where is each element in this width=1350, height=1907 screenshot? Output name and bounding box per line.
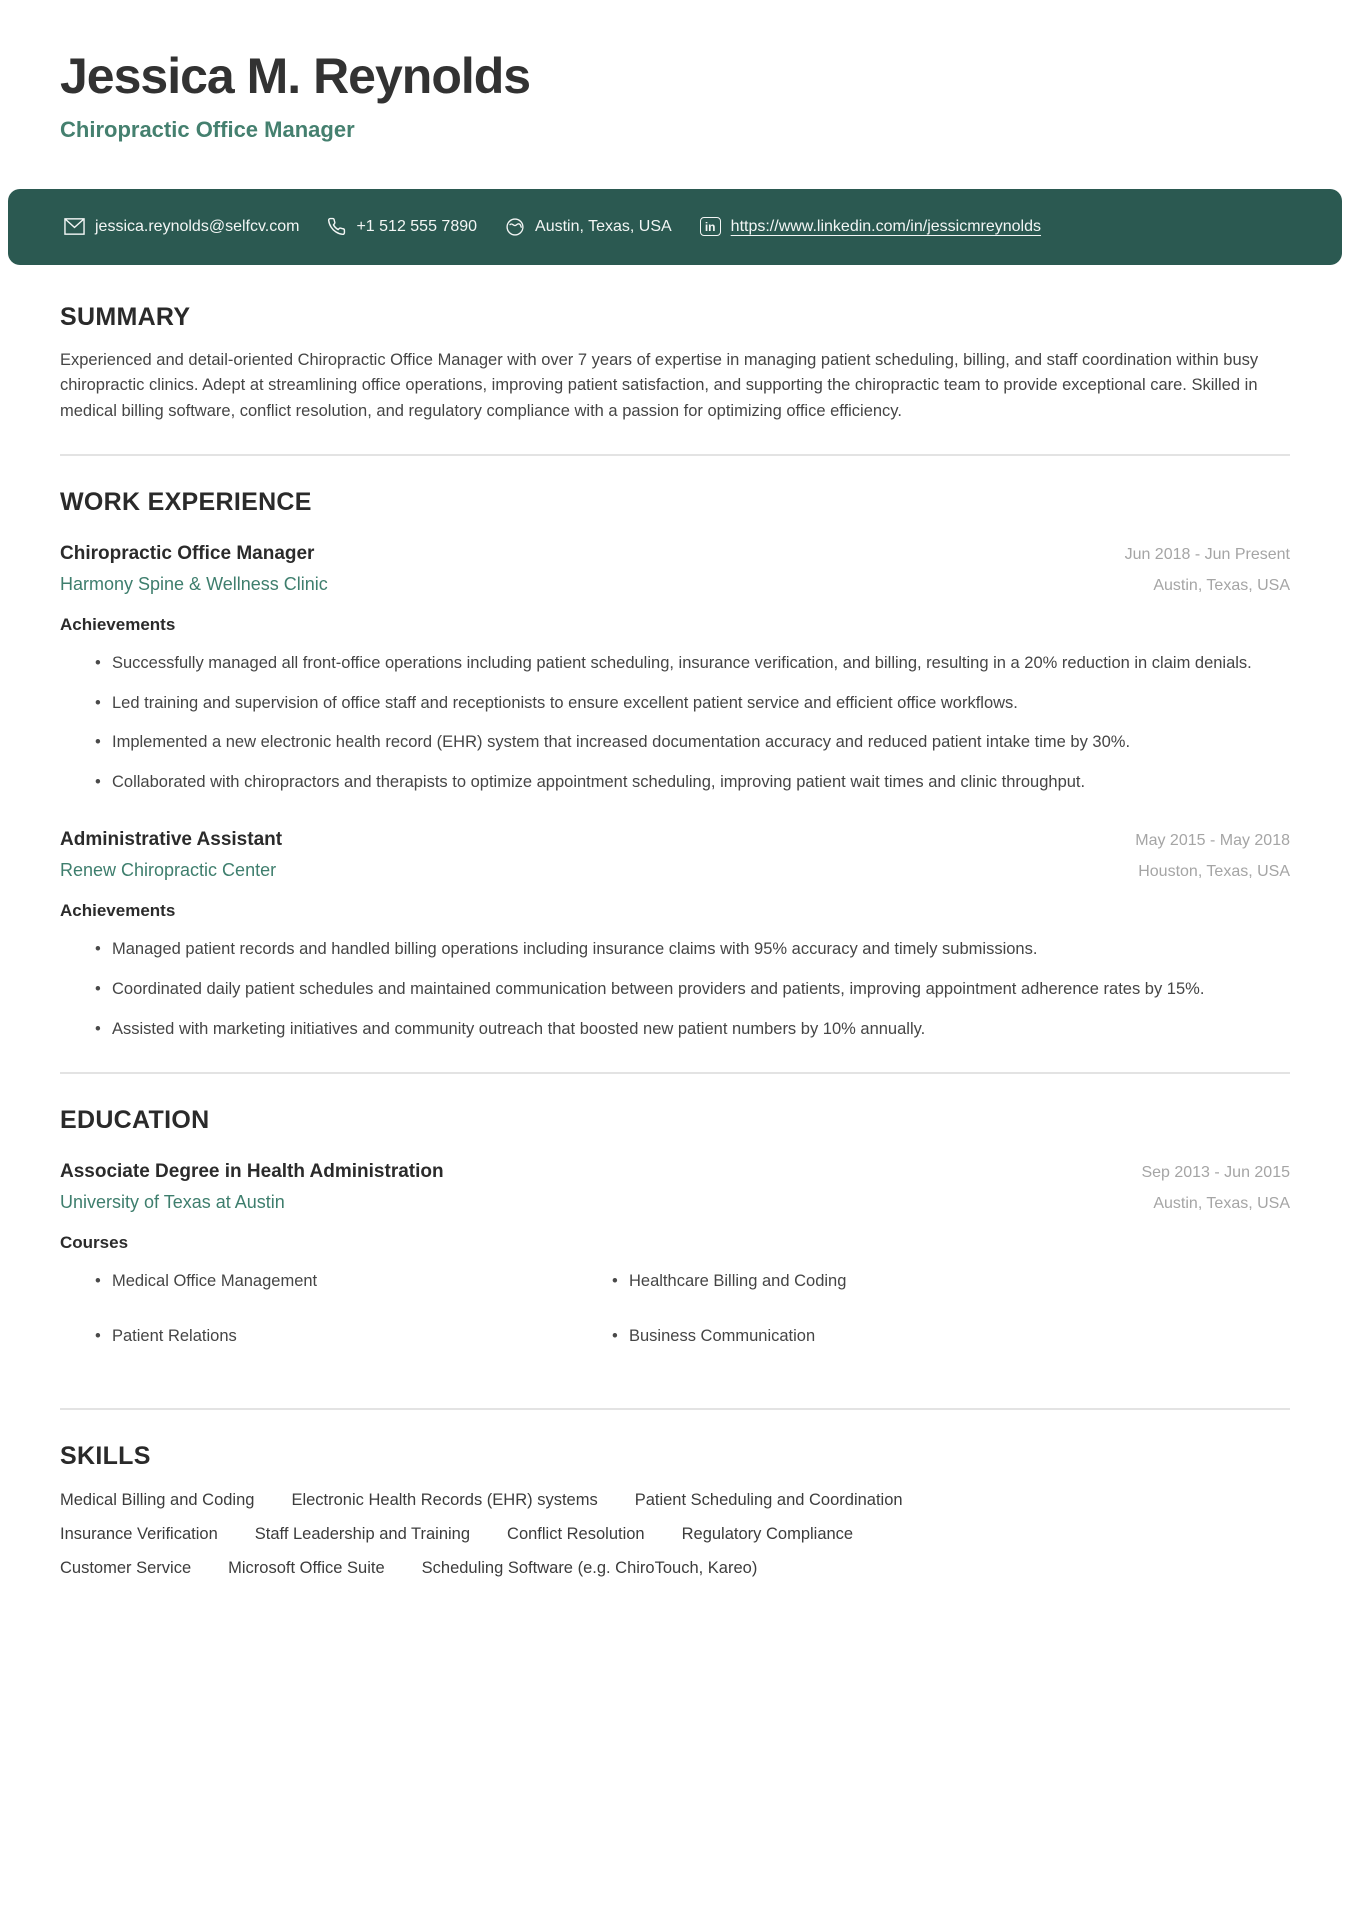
education-section bbox=[60, 1106, 1290, 1378]
contact-linkedin bbox=[700, 217, 1041, 236]
phone-icon bbox=[327, 217, 346, 236]
contact-phone bbox=[327, 217, 477, 236]
job-1-achievements-label: Achievements bbox=[60, 615, 176, 635]
courses-column-right bbox=[612, 1269, 1290, 1378]
education-degree: Associate Degree in Health Administration bbox=[60, 1161, 444, 1183]
education-entry bbox=[60, 1161, 1290, 1378]
job-2-company-row bbox=[60, 851, 1290, 881]
skill-item: Medical Billing and Coding bbox=[60, 1491, 255, 1510]
education-heading: EDUCATION bbox=[60, 1106, 210, 1135]
education-degree-row bbox=[60, 1161, 1290, 1183]
work-experience-section bbox=[60, 488, 1290, 1042]
job-1-title: Chiropractic Office Manager bbox=[60, 543, 315, 565]
course-item: • Medical Office Management bbox=[95, 1269, 577, 1295]
skill-item: Electronic Health Records (EHR) systems bbox=[291, 1491, 598, 1510]
education-dates: Sep 2013 - Jun 2015 bbox=[1141, 1164, 1290, 1182]
contact-bar bbox=[8, 189, 1342, 265]
skill-item: Patient Scheduling and Coordination bbox=[634, 1491, 903, 1510]
skills-row-3 bbox=[60, 1559, 1290, 1578]
skill-item: Customer Service bbox=[60, 1559, 192, 1578]
envelope-icon bbox=[64, 218, 85, 235]
education-school-row bbox=[60, 1183, 1290, 1213]
courses-grid bbox=[60, 1269, 1290, 1378]
contact-phone-text: +1 512 555 7890 bbox=[356, 217, 478, 235]
job-2-achievements-list bbox=[95, 937, 1290, 1042]
section-divider bbox=[60, 1072, 1290, 1074]
job-2-title: Administrative Assistant bbox=[60, 829, 283, 851]
education-location: Austin, Texas, USA bbox=[1153, 1195, 1290, 1213]
summary-heading: SUMMARY bbox=[60, 302, 191, 331]
courses-column-left bbox=[95, 1269, 577, 1378]
linkedin-link[interactable]: https://www.linkedin.com/in/jessicmreynolds bbox=[730, 217, 1042, 235]
resume-header bbox=[0, 0, 1350, 143]
job-entry-1 bbox=[60, 543, 1290, 795]
skills-row-2 bbox=[60, 1525, 1290, 1544]
course-item: • Business Communication bbox=[612, 1324, 1290, 1350]
section-divider bbox=[60, 1408, 1290, 1410]
summary-section bbox=[60, 303, 1290, 425]
linkedin-icon bbox=[700, 217, 721, 236]
skill-item: Conflict Resolution bbox=[507, 1525, 645, 1544]
section-divider bbox=[60, 454, 1290, 456]
skill-item: Scheduling Software (e.g. ChiroTouch, Kareo) bbox=[421, 1559, 758, 1578]
contact-location bbox=[505, 217, 672, 237]
skills-row-1 bbox=[60, 1491, 1290, 1510]
job-2-dates: May 2015 - May 2018 bbox=[1135, 832, 1290, 850]
course-item: • Healthcare Billing and Coding bbox=[612, 1269, 1290, 1295]
skills-section bbox=[60, 1442, 1290, 1578]
summary-text: Experienced and detail-oriented Chiropractic Office Manager with over 7 years of expertise in managing patient scheduling, billing, and staff coordination within busy chiropractic clinics. Adept at streamlining office operations, improving patient satisfaction, and supporting the chiropractic team to provide exceptional care. Skilled in medical billing software, conflict resolution, and regulatory compliance with a passion for optimizing office efficiency. bbox=[60, 350, 1259, 420]
job-1-dates: Jun 2018 - Jun Present bbox=[1124, 546, 1290, 564]
contact-location-text: Austin, Texas, USA bbox=[535, 217, 672, 235]
job-2-location: Houston, Texas, USA bbox=[1138, 863, 1290, 881]
job-entry-2 bbox=[60, 829, 1290, 1042]
job-1-title-row bbox=[60, 543, 1290, 565]
job-1-company: Harmony Spine & Wellness Clinic bbox=[60, 574, 328, 595]
achievement-item: • Assisted with marketing initiatives and community outreach that boosted new patient numbers by 10% annually. bbox=[95, 1017, 1275, 1043]
courses-label: Courses bbox=[60, 1233, 129, 1253]
location-icon bbox=[505, 217, 525, 237]
candidate-name: Jessica M. Reynolds bbox=[60, 48, 531, 104]
skills-heading: SKILLS bbox=[60, 1442, 151, 1471]
job-2-title-row bbox=[60, 829, 1290, 851]
achievement-item: • Collaborated with chiropractors and therapists to optimize appointment scheduling, improving patient wait times and clinic throughput. bbox=[95, 770, 1275, 796]
contact-email bbox=[64, 218, 299, 236]
job-2-company: Renew Chiropractic Center bbox=[60, 860, 277, 881]
candidate-job-title: Chiropractic Office Manager bbox=[60, 116, 355, 142]
skills-list bbox=[60, 1491, 1290, 1578]
education-school: University of Texas at Austin bbox=[60, 1192, 285, 1213]
job-1-location: Austin, Texas, USA bbox=[1153, 577, 1290, 595]
skill-item: Microsoft Office Suite bbox=[228, 1559, 385, 1578]
achievement-item: • Successfully managed all front-office operations including patient scheduling, insurance verification, and billing, resulting in a 20% reduction in claim denials. bbox=[95, 651, 1275, 677]
achievement-item: • Led training and supervision of office staff and receptionists to ensure excellent patient service and efficient office workflows. bbox=[95, 691, 1275, 717]
resume-body bbox=[0, 303, 1350, 1579]
job-1-company-row bbox=[60, 565, 1290, 595]
course-item: • Patient Relations bbox=[95, 1324, 577, 1350]
job-2-achievements-label: Achievements bbox=[60, 901, 176, 921]
achievement-item: • Managed patient records and handled billing operations including insurance claims with 95% accuracy and timely submissions. bbox=[95, 937, 1275, 963]
skill-item: Staff Leadership and Training bbox=[254, 1525, 471, 1544]
work-experience-heading: WORK EXPERIENCE bbox=[60, 488, 312, 517]
linkedin-icon-glyph: in bbox=[704, 219, 716, 234]
achievement-item: • Implemented a new electronic health record (EHR) system that increased documentation accuracy and reduced patient intake time by 30%. bbox=[95, 730, 1275, 756]
contact-email-text: jessica.reynolds@selfcv.com bbox=[95, 217, 300, 235]
job-1-achievements-list bbox=[95, 651, 1290, 795]
achievement-item: • Coordinated daily patient schedules and maintained communication between providers and patients, improving appointment adherence rates by 15%. bbox=[95, 977, 1275, 1003]
skill-item: Insurance Verification bbox=[60, 1525, 218, 1544]
skill-item: Regulatory Compliance bbox=[681, 1525, 854, 1544]
